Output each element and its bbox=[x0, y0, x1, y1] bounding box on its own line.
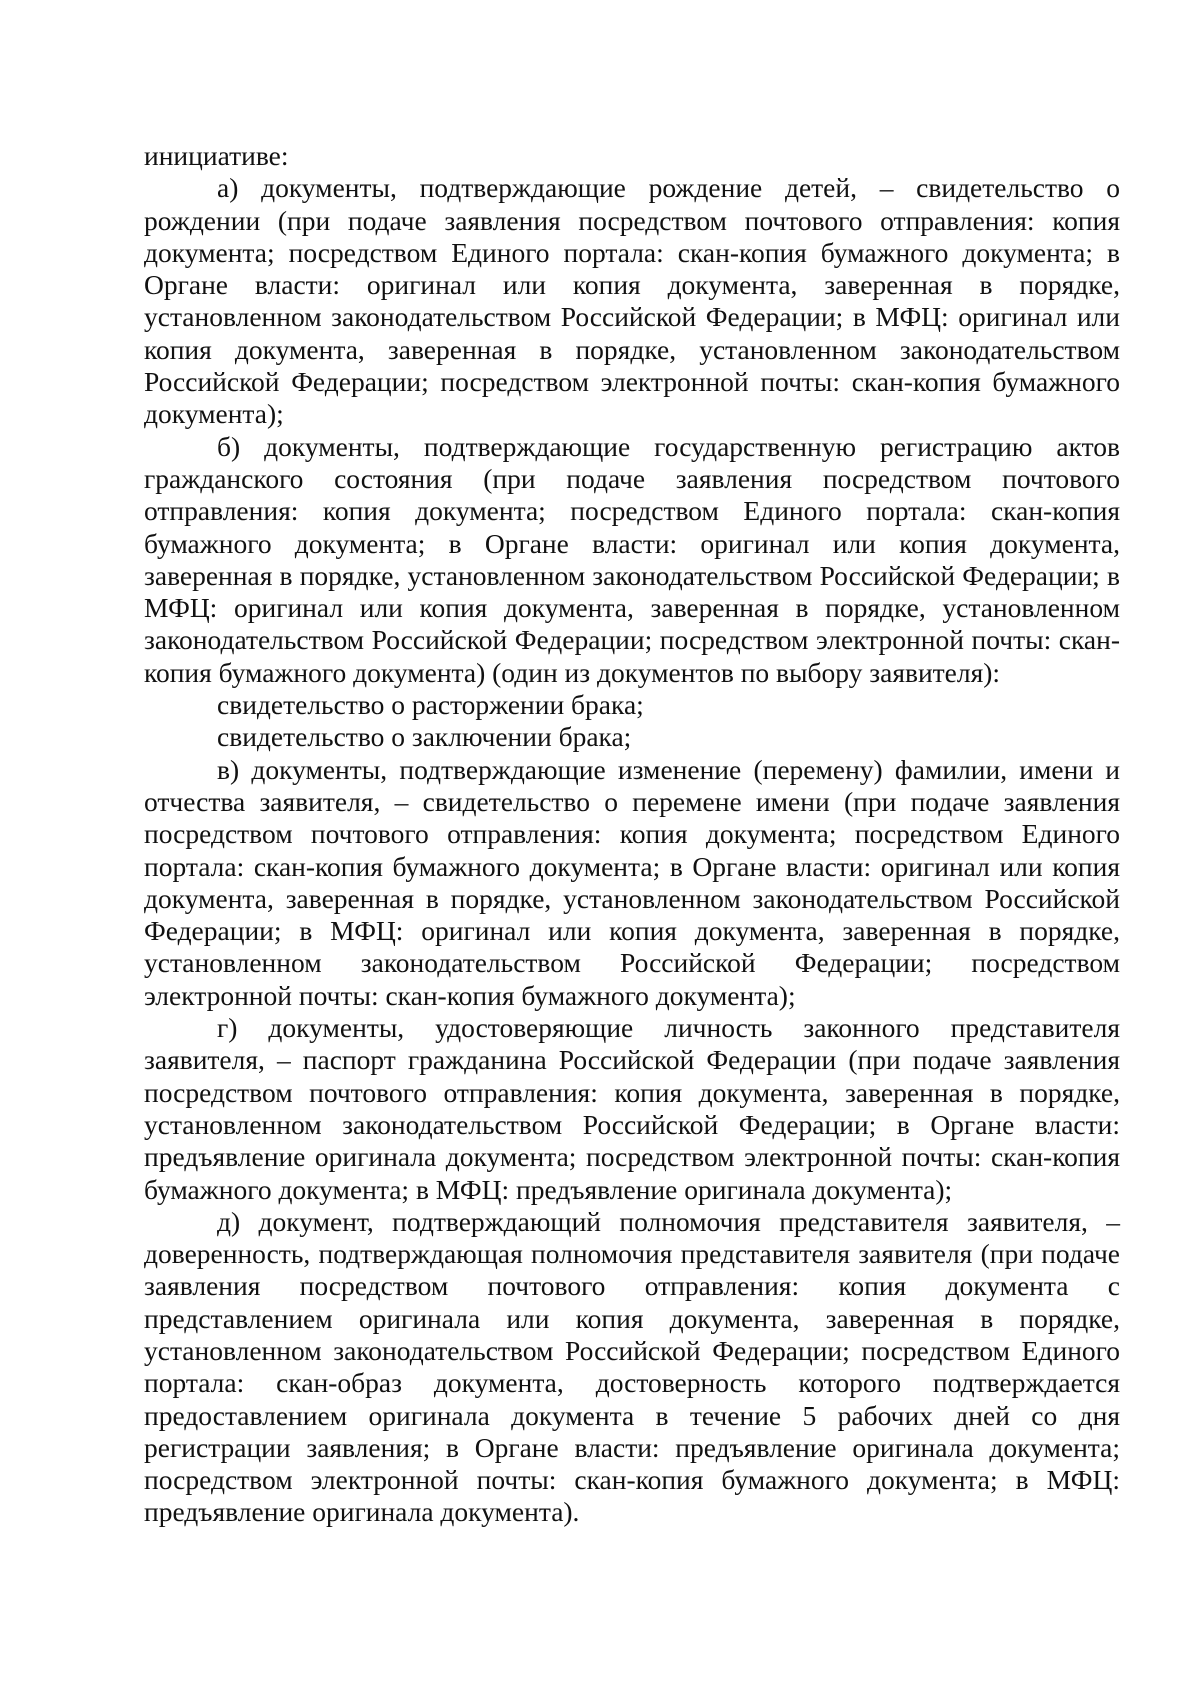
paragraph-item-d: д) документ, подтверждающий полномочия представителя заявителя, – доверенность, подтверждающая полномочия представителя заявителя (при подаче заявления посредством почтового отправления: копия документа с представлением оригинала или копия документа, заверенная в порядке, установленном законодательством Российской Федерации; посредством Единого портала: скан-образ документа, достоверность которого подтверждается предоставлением оригинала документа в течение 5 рабочих дней со дня регистрации заявления; в Органе власти: предъявление оригинала документа; посредством электронной почты: скан-копия бумажного документа; в МФЦ: предъявление оригинала документа). bbox=[144, 1205, 1120, 1528]
paragraph-item-b-marriage: свидетельство о заключении брака; bbox=[217, 721, 632, 753]
paragraph-item-g: г) документы, удостоверяющие личность законного представителя заявителя, – паспорт гражданина Российской Федерации (при подаче заявления посредством почтового отправления: копия документа, заверенная в порядке, установленном законодательством Российской Федерации; в Органе власти: предъявление оригинала документа; посредством электронной почты: скан-копия бумажного документа; в МФЦ: предъявление оригинала документа); bbox=[144, 1012, 1120, 1205]
paragraph-continuation: инициативе: bbox=[144, 140, 289, 171]
paragraph-item-b-divorce: свидетельство о расторжении брака; bbox=[217, 689, 644, 721]
paragraph-item-v: в) документы, подтверждающие изменение (перемену) фамилии, имени и отчества заявителя, – свидетельство о перемене имени (при подаче заявления посредством почтового отправления: копия документа; посредством Единого портала: скан-копия бумажного документа; в Органе власти: оригинал или копия документа, заверенная в порядке, установленном законодательством Российской Федерации; в МФЦ: оригинал или копия документа, заверенная в порядке, установленном законодательством Российской Федерации; посредством электронной почты: скан-копия бумажного документа); bbox=[144, 753, 1120, 1011]
document-body bbox=[144, 140, 1120, 1529]
paragraph-item-b: б) документы, подтверждающие государственную регистрацию актов гражданского состояния (при подаче заявления посредством почтового отправления: копия документа; посредством Единого портала: скан-копия бумажного документа; в Органе власти: оригинал или копия документа, заверенная в порядке, установленном законодательством Российской Федерации; в МФЦ: оригинал или копия документа, заверенная в порядке, установленном законодательством Российской Федерации; посредством электронной почты: скан-копия бумажного документа) (один из документов по выбору заявителя): bbox=[144, 430, 1120, 688]
paragraph-item-a: а) документы, подтверждающие рождение детей, – свидетельство о рождении (при подаче заявления посредством почтового отправления: копия документа; посредством Единого портала: скан-копия бумажного документа; в Органе власти: оригинал или копия документа, заверенная в порядке, установленном законодательством Российской Федерации; в МФЦ: оригинал или копия документа, заверенная в порядке, установленном законодательством Российской Федерации; посредством электронной почты: скан-копия бумажного документа); bbox=[144, 172, 1120, 430]
